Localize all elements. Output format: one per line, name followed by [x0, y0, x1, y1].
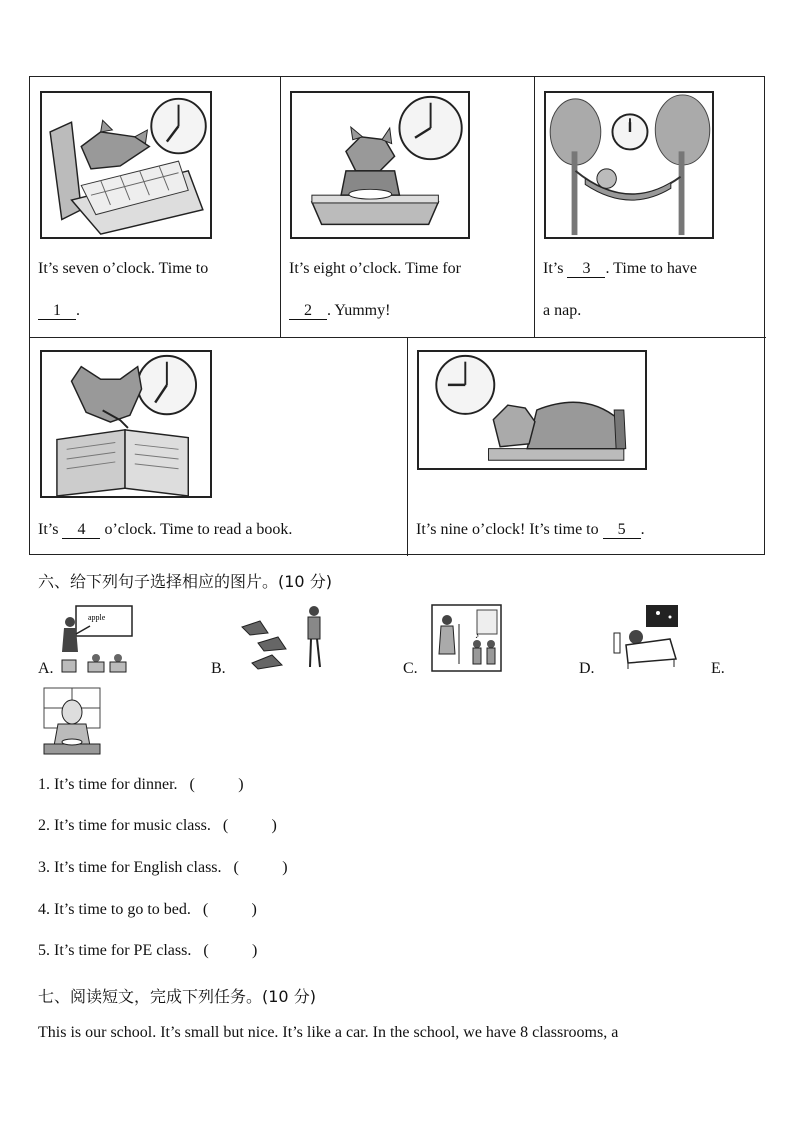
option-c-picture[interactable]	[431, 604, 502, 672]
fox-breakfast-illustration	[292, 93, 468, 237]
clock-icon	[436, 356, 494, 414]
answer-blank-5[interactable]: 5	[603, 521, 641, 539]
answer-slot-4[interactable]: ( )	[202, 901, 257, 918]
answer-blank-1[interactable]: 1	[38, 302, 76, 320]
section-7-title: 七、阅读短文，完成下列任务。(10 分)	[38, 987, 316, 1006]
fox-reading-picture	[40, 350, 212, 498]
fox-sleeping-illustration	[419, 352, 645, 468]
sentence-1-line2: 1 .	[38, 302, 80, 320]
clock-icon	[138, 356, 196, 414]
answer-slot-5[interactable]: ( )	[203, 942, 258, 959]
option-e-picture[interactable]	[42, 686, 102, 758]
answer-slot-1[interactable]: ( )	[189, 776, 244, 793]
question-3: 3. It’s time for English class. ( )	[38, 859, 288, 876]
fox-hammock-illustration	[546, 93, 712, 237]
question-4: 4. It’s time to go to bed. ( )	[38, 901, 257, 918]
question-5: 5. It’s time for PE class. ( )	[38, 942, 258, 959]
sentence-2-line1: It’s eight o’clock. Time for	[289, 260, 461, 277]
option-a-letter: A.	[38, 660, 54, 677]
option-a-picture[interactable]	[56, 604, 134, 674]
fox-in-bed-illustration	[42, 93, 210, 237]
fox-reading-illustration	[42, 352, 210, 496]
board-word: apple	[88, 613, 106, 622]
grid-cell-3	[535, 77, 766, 337]
section-6-title: 六、给下列句子选择相应的图片。(10 分)	[38, 572, 332, 591]
clock-icon	[151, 99, 205, 153]
grid-cell-2	[281, 77, 534, 337]
answer-blank-2[interactable]: 2	[289, 302, 327, 320]
option-d-picture[interactable]	[610, 603, 680, 669]
question-2: 2. It’s time for music class. ( )	[38, 817, 277, 834]
music-class-illustration	[431, 604, 502, 672]
option-d-letter: D.	[579, 660, 595, 677]
clock-icon	[399, 97, 461, 159]
clock-icon	[612, 114, 647, 149]
grid-cell-4	[30, 338, 407, 556]
fox-breakfast-picture	[290, 91, 470, 239]
fox-hammock-picture	[544, 91, 714, 239]
option-e-letter: E.	[711, 660, 725, 677]
sentence-2-line2: 2 . Yummy!	[289, 302, 390, 320]
option-b-letter: B.	[211, 660, 226, 677]
fox-sleeping-picture	[417, 350, 647, 470]
pe-class-illustration	[238, 603, 333, 673]
answer-slot-3[interactable]: ( )	[233, 859, 288, 876]
svg-text:♪: ♪	[475, 631, 479, 640]
answer-slot-2[interactable]: ( )	[222, 817, 277, 834]
reading-paragraph: This is our school. It’s small but nice. It’s like a car. In the school, we have 8 classrooms, a	[38, 1024, 619, 1041]
question-1: 1. It’s time for dinner. ( )	[38, 776, 244, 793]
sentence-1-line1: It’s seven o’clock. Time to	[38, 260, 209, 277]
fox-in-bed-picture	[40, 91, 212, 239]
picture-grid	[29, 76, 765, 555]
sentence-4: It’s 4 o’clock. Time to read a book.	[38, 521, 293, 538]
sentence-3-line1: It’s 3 . Time to have	[543, 260, 698, 277]
sentence-3-line2: a nap.	[543, 302, 582, 319]
dinner-illustration	[42, 686, 102, 758]
sentence-5: It’s nine o’clock! It’s time to 5 .	[416, 521, 645, 538]
english-class-illustration	[56, 604, 134, 674]
bedtime-illustration	[610, 603, 680, 669]
option-b-picture[interactable]	[238, 603, 333, 673]
grid-cell-5	[408, 338, 766, 556]
option-c-letter: C.	[403, 660, 418, 677]
answer-blank-3[interactable]: 3	[567, 260, 605, 278]
answer-blank-4[interactable]: 4	[62, 521, 100, 539]
grid-cell-1	[30, 77, 280, 337]
